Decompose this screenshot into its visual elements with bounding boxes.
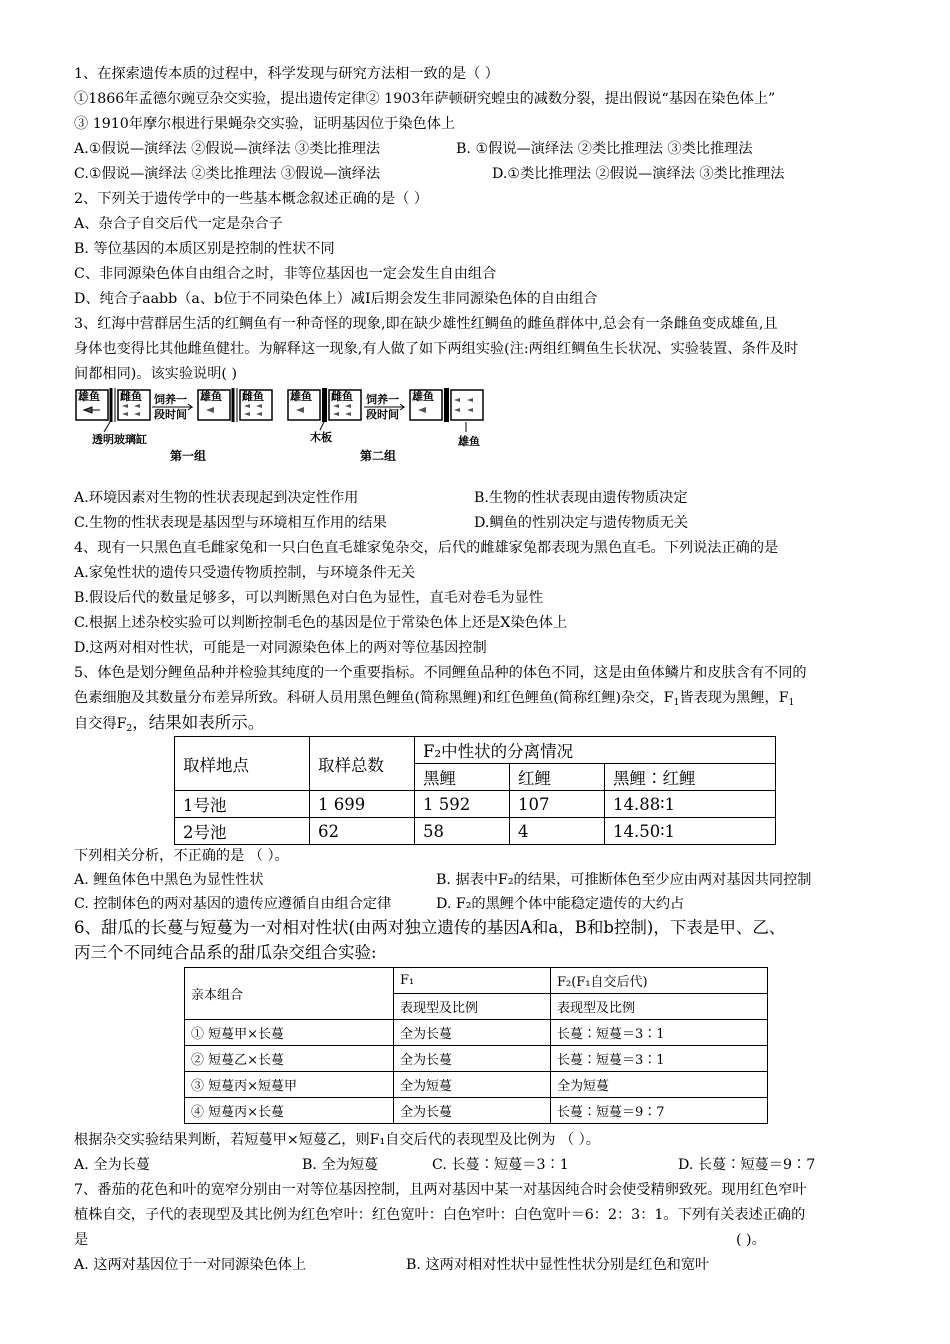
table-cell: 全为长蔓 xyxy=(394,1098,551,1124)
group2-male-label: 雄鱼 xyxy=(290,390,312,403)
group2-arrow-male-label: 雄鱼 xyxy=(458,435,480,448)
q5-stem-1: 5、体色是划分鲤鱼品种并检验其纯度的一个重要指标。不同鲤鱼品种的体色不同，这是由鱼体鳞片和皮肤含有不同的 xyxy=(74,665,807,681)
table-header-separation: F₂中性状的分离情况 xyxy=(415,737,776,764)
q1-stem: 1、在探索遗传本质的过程中，科学发现与研究方法相一致的是（ ） xyxy=(74,66,499,82)
table-row xyxy=(185,1020,768,1046)
group2-diagram xyxy=(288,388,483,463)
q7-stem-3: 是 xyxy=(74,1232,89,1248)
table-header-black: 黑鲤 xyxy=(415,764,510,791)
q5-ask: 下列相关分析，不正确的是 （ ）。 xyxy=(74,848,289,864)
q6-option-c: C. 长蔓∶短蔓＝3∶1 xyxy=(432,1157,569,1173)
q2-option-a: A、杂合子自交后代一定是杂合子 xyxy=(74,216,283,232)
table-header-site: 取样地点 xyxy=(175,737,310,791)
table-header-red: 红鲤 xyxy=(510,764,605,791)
table-row xyxy=(185,1046,768,1072)
q3-option-a: A.环境因素对生物的性状表现起到决定性作用 xyxy=(74,490,359,506)
table-cell: 长蔓∶短蔓＝3∶1 xyxy=(551,1020,768,1046)
q7-stem-2: 植株自交，子代的表现型及其比例为红色窄叶：红色宽叶：白色窄叶：白色宽叶＝6：2：3：1。下列有关表述正确的 xyxy=(74,1207,806,1223)
group2-result-male-label: 雄鱼 xyxy=(412,390,434,403)
table-cell: 2号池 xyxy=(175,818,310,845)
table-cell: ② 短蔓乙×长蔓 xyxy=(185,1046,394,1072)
q7-answer-paren: ( )。 xyxy=(736,1232,766,1248)
q2-stem: 2、下列关于遗传学中的一些基本概念叙述正确的是（ ） xyxy=(74,191,429,207)
q6-table xyxy=(184,967,768,1124)
q5-sub-3: 2 xyxy=(126,723,133,734)
q4-option-d: D.这两对相对性状，可能是一对同源染色体上的两对等位基因控制 xyxy=(74,640,487,656)
table-cell: 1 592 xyxy=(415,791,510,818)
table-row xyxy=(185,1098,768,1124)
fish-icon xyxy=(418,407,426,413)
q5-option-c: C. 控制体色的两对基因的遗传应遵循自由组合定律 xyxy=(74,896,392,912)
group1-female-label: 雌鱼 xyxy=(120,390,142,403)
q1-line3: ③ 1910年摩尔根进行果蝇杂交实验，证明基因位于染色体上 xyxy=(74,116,456,132)
q1-line2: ①1866年孟德尔豌豆杂交实验，提出遗传定律② 1903年萨顿研究蝗虫的减数分裂，提出假说“基因在染色体上” xyxy=(74,91,776,107)
q5-option-d: D. F₂的黑鲤个体中能稳定遗传的大约占 xyxy=(436,896,685,912)
group1-result-male-label: 雄鱼 xyxy=(200,390,222,403)
group2-feed-label-2: 段时间 xyxy=(366,408,399,421)
table-cell: 1 699 xyxy=(310,791,415,818)
q4-stem: 4、现有一只黑色直毛雌家兔和一只白色直毛雄家兔杂交，后代的雌雄家兔都表现为黑色直毛。下列说法正确的是 xyxy=(74,540,779,556)
table-cell: 107 xyxy=(510,791,605,818)
q1-option-a: A.①假说—演绎法 ②假说—演绎法 ③类比推理法 xyxy=(74,141,381,157)
table-cell: ③ 短蔓丙×短蔓甲 xyxy=(185,1072,394,1098)
q5-stem-3b-text: ，结果如表所示。 xyxy=(132,713,265,732)
q5-stem-2-text: 色素细胞及其数量分布差异所致。科研人员用黑色鲤鱼(简称黑鲤)和红色鲤鱼(简称红鲤)杂交，F xyxy=(74,690,674,706)
table-cell: 长蔓∶短蔓＝3∶1 xyxy=(551,1046,768,1072)
q5-stem-2 xyxy=(74,686,794,712)
q4-option-b: B.假设后代的数量足够多，可以判断黑色对白色为显性，直毛对卷毛为显性 xyxy=(74,590,543,606)
q6-stem-2: 丙三个不同纯合品系的甜瓜杂交组合实验: xyxy=(74,943,377,962)
q1-option-d: D.①类比推理法 ②假说—演绎法 ③类比推理法 xyxy=(492,166,785,182)
group1-result-female-label: 雌鱼 xyxy=(242,390,264,403)
q5-stem-3-text: 自交得F xyxy=(74,716,127,732)
table-header-total: 取样总数 xyxy=(310,737,415,791)
fish-icon xyxy=(206,407,214,413)
q6-stem-1: 6、甜瓜的长蔓与短蔓为一对相对性状(由两对独立遗传的基因A和a，B和b控制)，下表是甲、乙、 xyxy=(74,918,786,937)
group1-caption: 第一组 xyxy=(170,449,207,463)
group2-feed-label-1: 饲养一 xyxy=(366,393,399,406)
table-cell: 1号池 xyxy=(175,791,310,818)
table-cell: 全为短蔓 xyxy=(551,1072,768,1098)
q4-option-c: C.根据上述杂校实验可以判断控制毛色的基因是位于常染色体上还是X染色体上 xyxy=(74,615,568,631)
group1-diagram xyxy=(76,388,272,463)
table-header-ratio: 黑鲤∶红鲤 xyxy=(605,764,776,791)
q5-table xyxy=(174,736,776,845)
table-row xyxy=(175,818,776,845)
q6-option-b: B. 全为短蔓 xyxy=(302,1157,379,1173)
fish-group-icon xyxy=(454,398,473,412)
table-row xyxy=(175,791,776,818)
q6-option-d: D. 长蔓∶短蔓＝9∶7 xyxy=(678,1157,816,1173)
table-cell: ① 短蔓甲×长蔓 xyxy=(185,1020,394,1046)
q1-option-c: C.①假说—演绎法 ②类比推理法 ③假说—演绎法 xyxy=(74,166,381,182)
q4-option-a: A.家兔性状的遗传只受遗传物质控制，与环境条件无关 xyxy=(74,565,416,581)
q2-option-b: B. 等位基因的本质区别是控制的性状不同 xyxy=(74,241,335,257)
group1-male-label: 雄鱼 xyxy=(78,390,100,403)
q3-stem-1: 3、红海中营群居生活的红鲷鱼有一种奇怪的现象,即在缺少雄性红鲷鱼的雌鱼群体中,总会有一条雌鱼变成雄鱼,且 xyxy=(74,316,778,332)
table-header-pheno-f1: 表现型及比例 xyxy=(394,994,551,1020)
table-cell: 58 xyxy=(415,818,510,845)
fish-group-icon xyxy=(122,404,140,416)
fish-icon xyxy=(84,407,100,413)
fish-group-icon xyxy=(333,404,351,416)
q7-option-b: B. 这两对相对性状中显性性状分别是红色和宽叶 xyxy=(406,1257,710,1273)
table-header-f2: F₂(F₁自交后代) xyxy=(551,968,768,994)
table-header-f1: F₁ xyxy=(394,968,551,994)
q5-stem-3 xyxy=(74,711,264,738)
table-header-pheno-f2: 表现型及比例 xyxy=(551,994,768,1020)
q5-option-a: A. 鲤鱼体色中黑色为显性性状 xyxy=(74,872,264,888)
group2-caption: 第二组 xyxy=(360,449,397,463)
fish-group-icon xyxy=(244,404,262,416)
q5-sub-1: 1 xyxy=(673,697,680,708)
table-header-parent: 亲本组合 xyxy=(185,968,394,1020)
q2-option-d: D、纯合子aabb（a、b位于不同染色体上）减Ⅰ后期会发生非同源染色体的自由组合 xyxy=(74,291,598,307)
table-cell: 4 xyxy=(510,818,605,845)
q5-option-b: B. 据表中F₂的结果，可推断体色至少应由两对基因共同控制 xyxy=(436,872,812,888)
q5-sub-2: 1 xyxy=(788,697,795,708)
q7-stem-1: 7、番茄的花色和叶的宽窄分别由一对等位基因控制，且两对基因中某一对基因纯合时会使受精卵致死。现用红色窄叶 xyxy=(74,1182,807,1198)
q3-stem-3: 间都相同)。该实验说明( ) xyxy=(74,366,237,382)
table-cell: 全为长蔓 xyxy=(394,1046,551,1072)
table-cell: 长蔓∶短蔓＝9∶7 xyxy=(551,1098,768,1124)
group2-female-label: 雌鱼 xyxy=(331,390,353,403)
q3-option-d: D.鲷鱼的性别决定与遗传物质无关 xyxy=(474,515,689,531)
q2-option-c: C、非同源染色体自由组合之时，非等位基因也一定会发生自由组合 xyxy=(74,266,497,282)
table-row xyxy=(185,1072,768,1098)
q5-stem-2b-text: 皆表现为黑鲤，F xyxy=(679,690,789,706)
table-cell: ④ 短蔓丙×长蔓 xyxy=(185,1098,394,1124)
fish-icon xyxy=(296,407,304,413)
table-cell: 全为短蔓 xyxy=(394,1072,551,1098)
q6-ask: 根据杂交实验结果判断，若短蔓甲×短蔓乙，则F₁自交后代的表现型及比例为 （ ）。 xyxy=(74,1132,600,1148)
table-cell: 14.88∶1 xyxy=(605,791,776,818)
q7-option-a: A. 这两对基因位于一对同源染色体上 xyxy=(74,1257,307,1273)
table-cell: 14.50∶1 xyxy=(605,818,776,845)
q3-stem-2: 身体也变得比其他雌鱼健壮。为解释这一现象,有人做了如下两组实验(注:两组红鲷鱼生长状况、实验装置、条件及时 xyxy=(74,341,799,357)
q3-option-b: B.生物的性状表现由遗传物质决定 xyxy=(474,490,688,506)
board-label: 木板 xyxy=(310,431,332,444)
table-cell: 全为长蔓 xyxy=(394,1020,551,1046)
q3-experiment-figure xyxy=(74,388,494,468)
group1-feed-label-1: 饲养一 xyxy=(154,393,187,406)
q3-option-c: C.生物的性状表现是基因型与环境相互作用的结果 xyxy=(74,515,387,531)
q6-option-a: A. 全为长蔓 xyxy=(74,1157,151,1173)
table-cell: 62 xyxy=(310,818,415,845)
tank-label: 透明玻璃缸 xyxy=(92,433,147,446)
q1-option-b: B. ①假说—演绎法 ②类比推理法 ③类比推理法 xyxy=(456,141,753,157)
group1-feed-label-2: 段时间 xyxy=(154,408,187,421)
